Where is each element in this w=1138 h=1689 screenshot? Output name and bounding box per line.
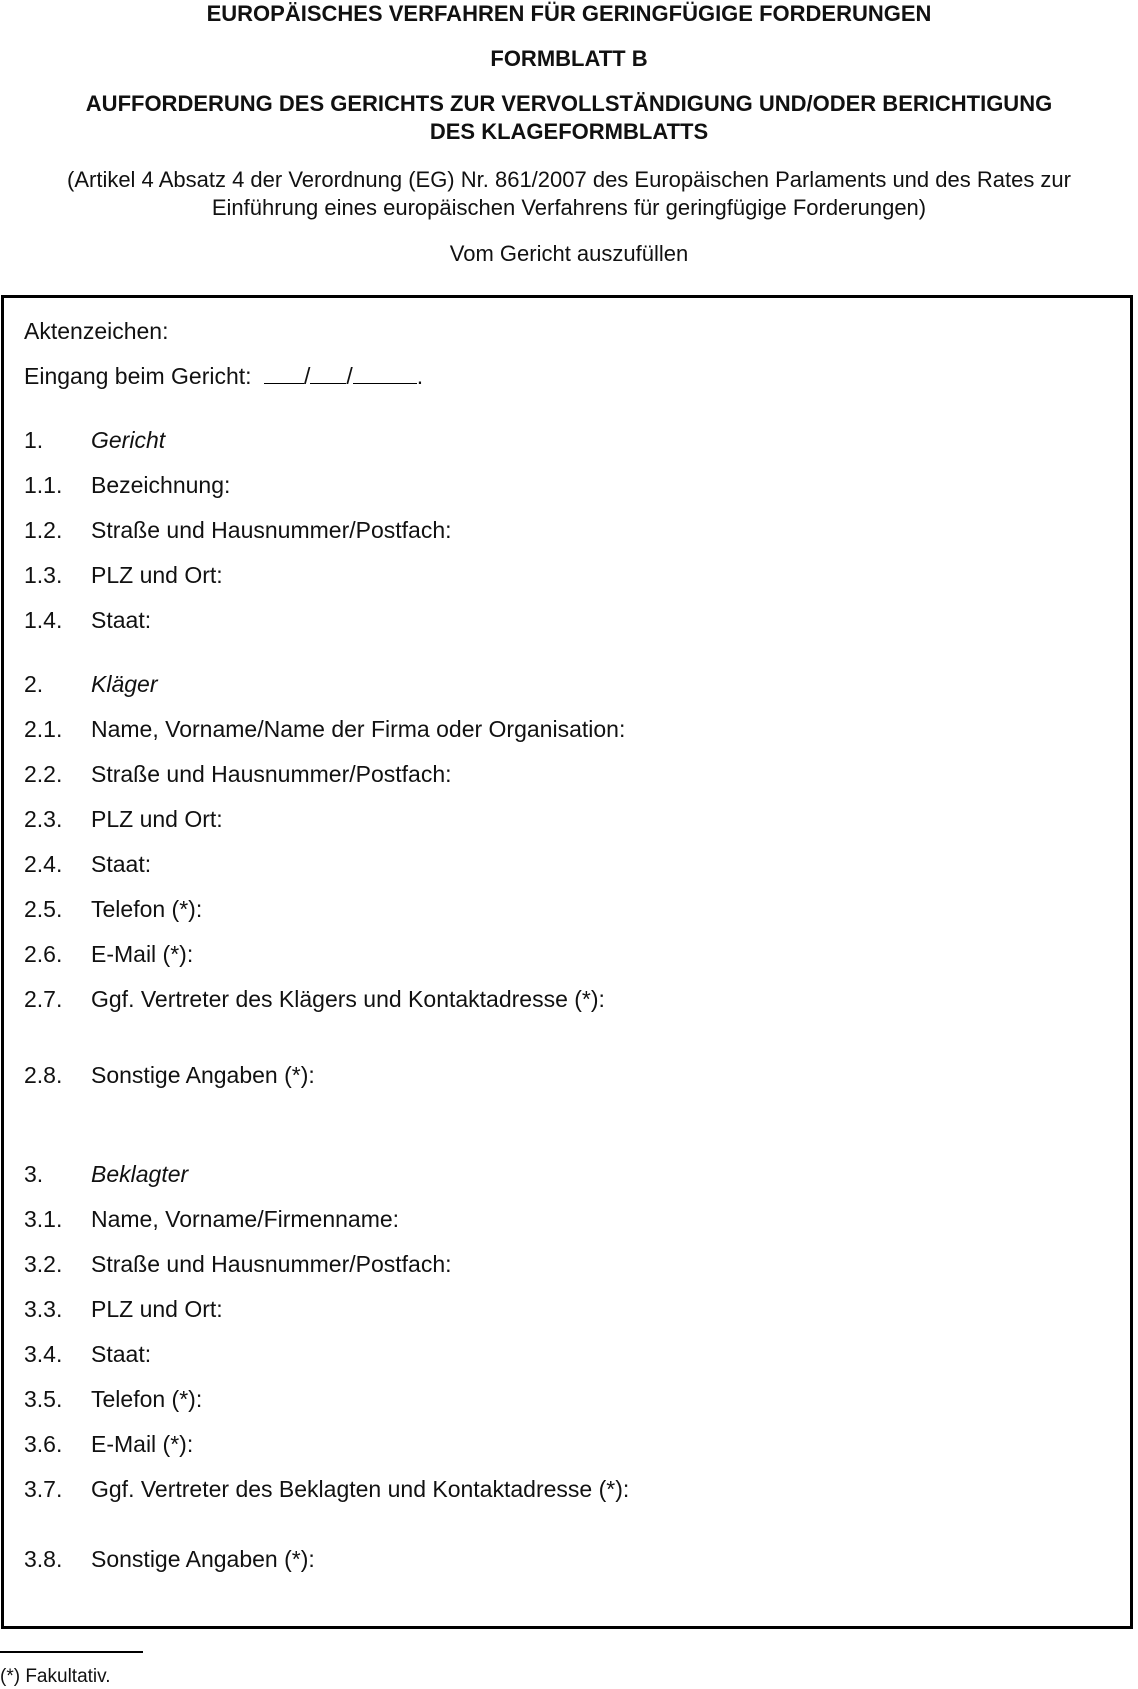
field-label: Name, Vorname/Name der Firma oder Organisation: — [91, 716, 626, 742]
field-label: Staat: — [91, 1341, 152, 1367]
field-label: Telefon (*): — [91, 896, 203, 922]
case-number-label: Aktenzeichen: — [24, 318, 169, 344]
date-year-field[interactable] — [353, 363, 417, 384]
item-number: 3.2. — [24, 1251, 63, 1277]
form-heading: EUROPÄISCHES VERFAHREN FÜR GERINGFÜGIGE FORDERUNGEN — [206, 1, 932, 26]
date-separator: / — [303, 363, 311, 389]
date-month-field[interactable] — [310, 363, 346, 384]
date-separator: / — [346, 363, 353, 389]
item-number: 1.1. — [24, 472, 63, 498]
field-label: PLZ und Ort: — [91, 562, 223, 588]
field-label: Straße und Hausnummer/Postfach: — [91, 761, 452, 787]
section-number: 3. — [24, 1161, 44, 1187]
item-number: 1.3. — [24, 562, 63, 588]
field-label: E-Mail (*): — [91, 1431, 194, 1457]
section-title-gericht: Gericht — [91, 427, 166, 453]
item-number: 2.6. — [24, 941, 63, 967]
item-number: 3.8. — [24, 1546, 63, 1572]
field-label: Straße und Hausnummer/Postfach: — [91, 517, 452, 543]
item-number: 2.2. — [24, 761, 63, 787]
receipt-date-label: Eingang beim Gericht: — [24, 363, 252, 389]
field-label: Ggf. Vertreter des Beklagten und Kontaktadresse (*): — [91, 1476, 630, 1502]
legal-reference-line-1: (Artikel 4 Absatz 4 der Verordnung (EG) Nr. 861/2007 des Europäischen Parlaments und des Rates zur — [67, 167, 1071, 192]
section-number: 1. — [24, 427, 44, 453]
item-number: 2.8. — [24, 1062, 63, 1088]
section-number: 2. — [24, 671, 44, 697]
item-number: 1.4. — [24, 607, 63, 633]
item-number: 2.7. — [24, 986, 63, 1012]
item-number: 2.1. — [24, 716, 63, 742]
item-number: 2.4. — [24, 851, 63, 877]
item-number: 3.5. — [24, 1386, 63, 1412]
receipt-date-row — [24, 363, 423, 390]
form-purpose-line-1: AUFFORDERUNG DES GERICHTS ZUR VERVOLLSTÄNDIGUNG UND/ODER BERICHTIGUNG — [85, 91, 1053, 116]
item-number: 3.4. — [24, 1341, 63, 1367]
item-number: 1.2. — [24, 517, 63, 543]
section-title-beklagter: Beklagter — [91, 1161, 189, 1187]
item-number: 3.6. — [24, 1431, 63, 1457]
footnote: (*) Fakultativ. — [0, 1666, 111, 1687]
date-end: . — [416, 363, 424, 389]
item-number: 2.5. — [24, 896, 63, 922]
field-label: PLZ und Ort: — [91, 1296, 223, 1322]
item-number: 2.3. — [24, 806, 63, 832]
field-label: Sonstige Angaben (*): — [91, 1546, 315, 1572]
footnote-divider — [0, 1651, 143, 1653]
field-label: Sonstige Angaben (*): — [91, 1062, 315, 1088]
field-label: E-Mail (*): — [91, 941, 194, 967]
legal-reference-line-2: Einführung eines europäischen Verfahrens für geringfügige Forderungen) — [211, 195, 927, 220]
fill-instruction: Vom Gericht auszufüllen — [449, 241, 689, 266]
date-day-field[interactable] — [264, 363, 304, 384]
field-label: PLZ und Ort: — [91, 806, 223, 832]
field-label: Straße und Hausnummer/Postfach: — [91, 1251, 452, 1277]
field-label: Name, Vorname/Firmenname: — [91, 1206, 400, 1232]
field-label: Telefon (*): — [91, 1386, 203, 1412]
section-title-klaeger: Kläger — [91, 671, 158, 697]
field-label: Staat: — [91, 607, 152, 633]
form-id: FORMBLATT B — [490, 46, 648, 71]
item-number: 3.7. — [24, 1476, 63, 1502]
field-label: Ggf. Vertreter des Klägers und Kontaktadresse (*): — [91, 986, 605, 1012]
form-purpose-line-2: DES KLAGEFORMBLATTS — [429, 119, 709, 144]
field-label: Bezeichnung: — [91, 472, 231, 498]
item-number: 3.3. — [24, 1296, 63, 1322]
field-label: Staat: — [91, 851, 152, 877]
item-number: 3.1. — [24, 1206, 63, 1232]
